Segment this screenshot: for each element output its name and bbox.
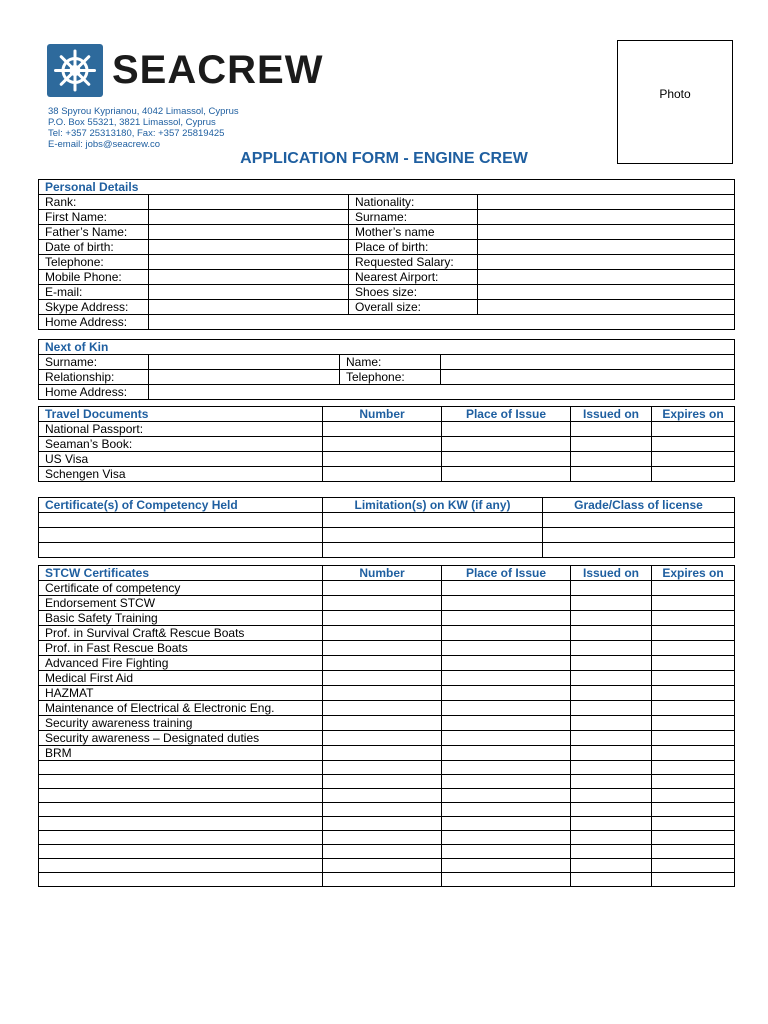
cell-input[interactable]: [323, 701, 442, 716]
cell-input[interactable]: [323, 873, 442, 887]
field-input[interactable]: [149, 285, 349, 300]
cell-input[interactable]: [323, 528, 543, 543]
cell-input[interactable]: [652, 611, 735, 626]
ship-wheel-logo-icon: [47, 44, 103, 97]
cell-input[interactable]: [652, 437, 735, 452]
cell-input[interactable]: [39, 543, 323, 558]
cell-input[interactable]: [39, 873, 323, 887]
cell-input[interactable]: [323, 656, 442, 671]
cell-input[interactable]: [442, 611, 571, 626]
photo-box[interactable]: [617, 40, 733, 164]
field-label: Surname:: [349, 210, 478, 225]
cell-input[interactable]: [323, 803, 442, 817]
cell-input[interactable]: [39, 817, 323, 831]
cell-input[interactable]: [442, 641, 571, 656]
row-label: Prof. in Fast Rescue Boats: [39, 641, 323, 656]
cell-input[interactable]: [652, 467, 735, 482]
field-label: Place of birth:: [349, 240, 478, 255]
field-input[interactable]: [441, 370, 735, 385]
travel-documents-table: [38, 406, 735, 482]
column-header: Expires on: [652, 566, 735, 581]
field-label: First Name:: [39, 210, 149, 225]
cell-input[interactable]: [442, 716, 571, 731]
cell-input[interactable]: [571, 731, 652, 746]
cell-input[interactable]: [39, 859, 323, 873]
cell-input[interactable]: [652, 803, 735, 817]
field-input[interactable]: [149, 255, 349, 270]
row-label: Basic Safety Training: [39, 611, 323, 626]
row-label: Security awareness – Designated duties: [39, 731, 323, 746]
cell-input[interactable]: [571, 452, 652, 467]
cell-input[interactable]: [323, 671, 442, 686]
cell-input[interactable]: [652, 671, 735, 686]
cell-input[interactable]: [571, 422, 652, 437]
cell-input[interactable]: [323, 467, 442, 482]
cell-input[interactable]: [652, 775, 735, 789]
cell-input[interactable]: [571, 873, 652, 887]
cell-input[interactable]: [571, 671, 652, 686]
cell-input[interactable]: [323, 761, 442, 775]
stcw-heading: STCW Certificates: [39, 566, 323, 581]
row-label: Endorsement STCW: [39, 596, 323, 611]
field-input[interactable]: [149, 225, 349, 240]
row-label: Medical First Aid: [39, 671, 323, 686]
cell-input[interactable]: [442, 686, 571, 701]
cell-input[interactable]: [571, 686, 652, 701]
cell-input[interactable]: [442, 437, 571, 452]
cell-input[interactable]: [323, 817, 442, 831]
field-label: Mobile Phone:: [39, 270, 149, 285]
home-address-input[interactable]: [149, 315, 735, 330]
cell-input[interactable]: [571, 581, 652, 596]
cell-input[interactable]: [323, 686, 442, 701]
cell-input[interactable]: [571, 611, 652, 626]
cell-input[interactable]: [652, 701, 735, 716]
cell-input[interactable]: [442, 873, 571, 887]
field-label: Nearest Airport:: [349, 270, 478, 285]
cell-input[interactable]: [442, 817, 571, 831]
cell-input[interactable]: [442, 467, 571, 482]
email-line: E-email: jobs@seacrew.co: [48, 139, 161, 150]
row-label: US Visa: [39, 452, 323, 467]
photo-label: Photo: [659, 87, 691, 101]
cell-input[interactable]: [442, 422, 571, 437]
row-label: BRM: [39, 746, 323, 761]
field-input[interactable]: [149, 300, 349, 315]
cell-input[interactable]: [323, 581, 442, 596]
column-header: Issued on: [571, 407, 652, 422]
cell-input[interactable]: [652, 686, 735, 701]
field-label: Telephone:: [340, 370, 441, 385]
cell-input[interactable]: [571, 701, 652, 716]
brand-name: SEACREW: [112, 48, 324, 92]
cell-input[interactable]: [571, 831, 652, 845]
cell-input[interactable]: [323, 513, 543, 528]
field-input[interactable]: [478, 240, 735, 255]
field-label: Father’s Name:: [39, 225, 149, 240]
column-header: Limitation(s) on KW (if any): [323, 498, 543, 513]
cell-input[interactable]: [323, 845, 442, 859]
cell-input[interactable]: [652, 817, 735, 831]
stcw-certificates-table: [38, 565, 735, 887]
cell-input[interactable]: [323, 452, 442, 467]
travel-documents-heading: Travel Documents: [39, 407, 323, 422]
field-input[interactable]: [149, 240, 349, 255]
cell-input[interactable]: [571, 641, 652, 656]
cell-input[interactable]: [652, 831, 735, 845]
field-input[interactable]: [478, 225, 735, 240]
row-label: Security awareness training: [39, 716, 323, 731]
row-label: Schengen Visa: [39, 467, 323, 482]
cell-input[interactable]: [39, 513, 323, 528]
cell-input[interactable]: [39, 761, 323, 775]
cell-input[interactable]: [39, 789, 323, 803]
field-input[interactable]: [478, 285, 735, 300]
cell-input[interactable]: [39, 775, 323, 789]
cell-input[interactable]: [652, 422, 735, 437]
field-label: Overall size:: [349, 300, 478, 315]
cell-input[interactable]: [323, 859, 442, 873]
field-label: Relationship:: [39, 370, 149, 385]
address-line: Tel: +357 25313180, Fax: +357 25819425: [48, 128, 225, 139]
cell-input[interactable]: [442, 671, 571, 686]
column-header: Place of Issue: [442, 566, 571, 581]
cell-input[interactable]: [442, 761, 571, 775]
row-label: Advanced Fire Fighting: [39, 656, 323, 671]
form-title: APPLICATION FORM - ENGINE CREW: [240, 150, 528, 167]
cell-input[interactable]: [652, 581, 735, 596]
cell-input[interactable]: [323, 775, 442, 789]
column-header: Number: [323, 566, 442, 581]
cell-input[interactable]: [652, 845, 735, 859]
cell-input[interactable]: [323, 611, 442, 626]
cell-input[interactable]: [652, 746, 735, 761]
cell-input[interactable]: [39, 831, 323, 845]
field-input[interactable]: [478, 270, 735, 285]
cell-input[interactable]: [323, 831, 442, 845]
field-input[interactable]: [149, 195, 349, 210]
cell-input[interactable]: [323, 641, 442, 656]
cell-input[interactable]: [442, 581, 571, 596]
field-label: Shoes size:: [349, 285, 478, 300]
cell-input[interactable]: [571, 845, 652, 859]
cell-input[interactable]: [323, 731, 442, 746]
cell-input[interactable]: [571, 437, 652, 452]
cell-input[interactable]: [442, 845, 571, 859]
column-header: Expires on: [652, 407, 735, 422]
home-address-input[interactable]: [149, 385, 735, 400]
cell-input[interactable]: [652, 452, 735, 467]
cell-input[interactable]: [652, 656, 735, 671]
field-label: E-mail:: [39, 285, 149, 300]
cell-input[interactable]: [652, 731, 735, 746]
competency-heading: Certificate(s) of Competency Held: [39, 498, 323, 513]
cell-input[interactable]: [652, 641, 735, 656]
column-header: Grade/Class of license: [543, 498, 735, 513]
cell-input[interactable]: [652, 761, 735, 775]
cell-input[interactable]: [323, 437, 442, 452]
cell-input[interactable]: [323, 716, 442, 731]
field-input[interactable]: [478, 195, 735, 210]
cell-input[interactable]: [323, 422, 442, 437]
field-input[interactable]: [149, 270, 349, 285]
field-input[interactable]: [149, 355, 340, 370]
cell-input[interactable]: [442, 831, 571, 845]
cell-input[interactable]: [652, 789, 735, 803]
cell-input[interactable]: [442, 596, 571, 611]
cell-input[interactable]: [652, 873, 735, 887]
address-line: P.O. Box 55321, 3821 Limassol, Cyprus: [48, 117, 216, 128]
cell-input[interactable]: [442, 746, 571, 761]
field-input[interactable]: [149, 210, 349, 225]
cell-input[interactable]: [652, 859, 735, 873]
cell-input[interactable]: [323, 596, 442, 611]
field-label: Nationality:: [349, 195, 478, 210]
cell-input[interactable]: [571, 626, 652, 641]
cell-input[interactable]: [442, 775, 571, 789]
field-input[interactable]: [149, 370, 340, 385]
row-label: HAZMAT: [39, 686, 323, 701]
cell-input[interactable]: [323, 543, 543, 558]
field-label: Home Address:: [39, 385, 149, 400]
cell-input[interactable]: [39, 803, 323, 817]
cell-input[interactable]: [442, 803, 571, 817]
cell-input[interactable]: [571, 859, 652, 873]
cell-input[interactable]: [571, 746, 652, 761]
field-label: Home Address:: [39, 315, 149, 330]
field-label: Name:: [340, 355, 441, 370]
cell-input[interactable]: [571, 596, 652, 611]
cell-input[interactable]: [442, 859, 571, 873]
field-label: Surname:: [39, 355, 149, 370]
personal-details-heading: Personal Details: [39, 180, 735, 195]
address-line: 38 Spyrou Kyprianou, 4042 Limassol, Cyprus: [48, 106, 239, 117]
cell-input[interactable]: [543, 543, 735, 558]
cell-input[interactable]: [652, 596, 735, 611]
cell-input[interactable]: [442, 656, 571, 671]
row-label: Certificate of competency: [39, 581, 323, 596]
row-label: Seaman’s Book:: [39, 437, 323, 452]
cell-input[interactable]: [323, 746, 442, 761]
cell-input[interactable]: [442, 452, 571, 467]
cell-input[interactable]: [652, 626, 735, 641]
row-label: Maintenance of Electrical & Electronic Eng.: [39, 701, 323, 716]
field-label: Telephone:: [39, 255, 149, 270]
cell-input[interactable]: [39, 528, 323, 543]
field-input[interactable]: [441, 355, 735, 370]
cell-input[interactable]: [543, 513, 735, 528]
cell-input[interactable]: [571, 789, 652, 803]
field-label: Date of birth:: [39, 240, 149, 255]
column-header: Place of Issue: [442, 407, 571, 422]
cell-input[interactable]: [571, 803, 652, 817]
field-input[interactable]: [478, 300, 735, 315]
cell-input[interactable]: [543, 528, 735, 543]
cell-input[interactable]: [442, 701, 571, 716]
field-label: Skype Address:: [39, 300, 149, 315]
row-label: Prof. in Survival Craft& Rescue Boats: [39, 626, 323, 641]
column-header: Issued on: [571, 566, 652, 581]
field-label: Mother’s name: [349, 225, 478, 240]
cell-input[interactable]: [571, 761, 652, 775]
cell-input[interactable]: [571, 775, 652, 789]
cell-input[interactable]: [571, 716, 652, 731]
cell-input[interactable]: [39, 845, 323, 859]
cell-input[interactable]: [571, 817, 652, 831]
cell-input[interactable]: [442, 626, 571, 641]
cell-input[interactable]: [442, 789, 571, 803]
row-label: National Passport:: [39, 422, 323, 437]
cell-input[interactable]: [571, 467, 652, 482]
field-input[interactable]: [478, 255, 735, 270]
cell-input[interactable]: [652, 716, 735, 731]
next-of-kin-table: [38, 339, 735, 400]
cell-input[interactable]: [442, 731, 571, 746]
cell-input[interactable]: [323, 789, 442, 803]
column-header: Number: [323, 407, 442, 422]
cell-input[interactable]: [323, 626, 442, 641]
next-of-kin-heading: Next of Kin: [39, 340, 735, 355]
field-input[interactable]: [478, 210, 735, 225]
personal-details-table: [38, 179, 735, 330]
cell-input[interactable]: [571, 656, 652, 671]
field-label: Rank:: [39, 195, 149, 210]
competency-certificates-table: [38, 497, 735, 558]
field-label: Requested Salary:: [349, 255, 478, 270]
